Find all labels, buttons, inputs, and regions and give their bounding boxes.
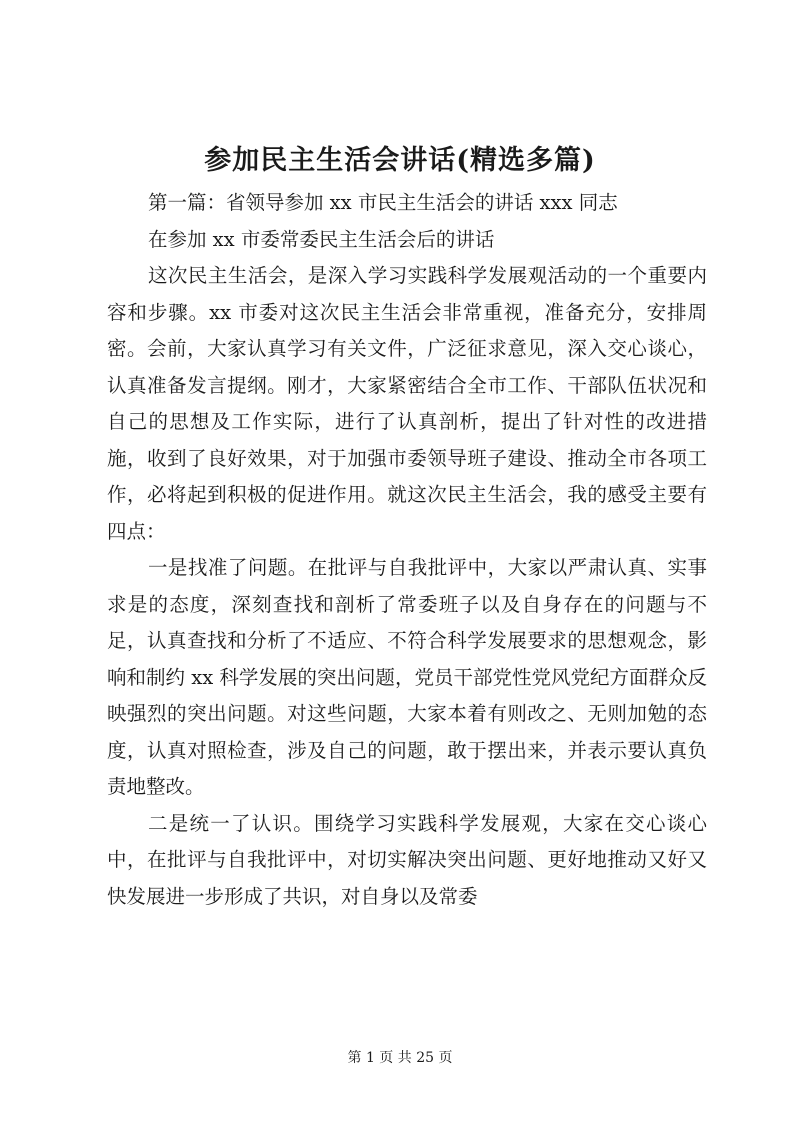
- subtitle-line: 在参加 xx 市委常委民主生活会后的讲话: [147, 227, 495, 251]
- page-footer: [0, 1047, 800, 1067]
- body-paragraph: 一是找准了问题。在批评与自我批评中，大家以严肃认真、实事求是的态度，深刻查找和剖析了常委班子以及自身存在的问题与不足，认真查找和分析了不适应、不符合科学发展要求的思想观念，影响和制约 xx 科学发展的突出问题，党员干部党性党风党纪方面群众反映强烈的突出问题。对这些问题，大家本着有则改之、无则加勉的态度，认真对照检查，涉及自己的问题，敢于摆出来，并表示要认真负责地整改。: [107, 556, 707, 798]
- document-body: [107, 185, 707, 915]
- page-indicator: 第 1 页 共 25 页: [347, 1050, 453, 1066]
- body-paragraph: 二是统一了认识。围绕学习实践科学发展观，大家在交心谈心中，在批评与自我批评中，对切实解决突出问题、更好地推动又好又快发展进一步形成了共识，对自身以及常委: [107, 811, 707, 908]
- document-title: 参加民主生活会讲话(精选多篇): [204, 145, 596, 176]
- subtitle-line: 第一篇：省领导参加 xx 市民主生活会的讲话 xxx 同志: [147, 191, 618, 214]
- body-paragraph: 这次民主生活会，是深入学习实践科学发展观活动的一个重要内容和步骤。xx 市委对这次民主生活会非常重视，准备充分，安排周密。会前，大家认真学习有关文件，广泛征求意见，深入交心谈心，认真准备发言提纲。刚才，大家紧密结合全市工作、干部队伍状况和自己的思想及工作实际，进行了认真剖析，提出了针对性的改进措施，收到了良好效果，对于加强市委领导班子建设、推动全市各项工作，必将起到积极的促进作用。就这次民主生活会，我的感受主要有四点：: [107, 264, 707, 543]
